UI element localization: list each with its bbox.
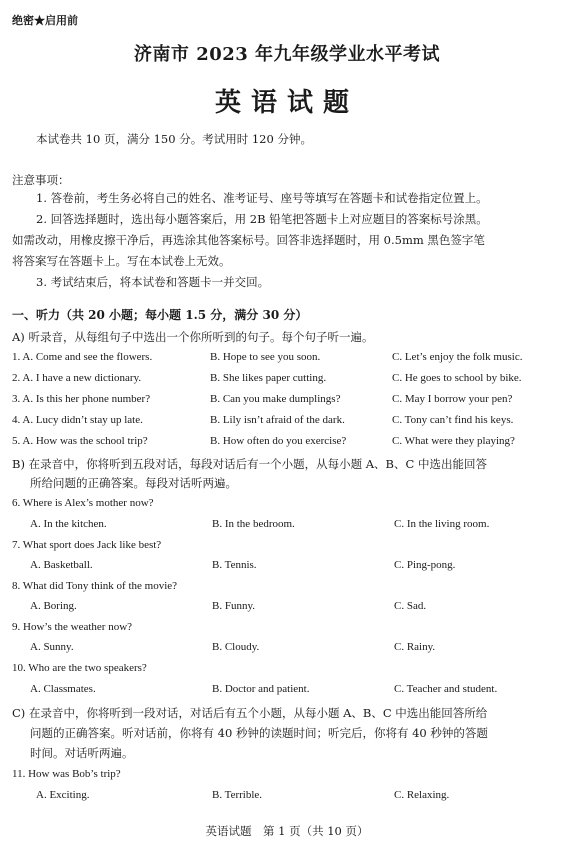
option-c: C. Let’s enjoy the folk music. [392,351,523,363]
option-c: C. Rainy. [394,641,436,653]
note-line: 2. 回答选择题时，选出每小题答案后，用 2B 铅笔把答题卡上对应题目的答案标号涂黑。 [36,212,488,226]
option-a: A. Boring. [30,600,77,612]
option-b: B. Lily isn’t afraid of the dark. [210,414,345,426]
note-line: 如需改动，用橡皮擦干净后，再选涂其他答案标号。回答非选择题时，用 0.5mm 黑色签字笔 [12,233,485,247]
part-c-instruction: C) 在录音中，你将听到一段对话，对话后有五个小题，从每小题 A、B、C 中选出能回答所给 [12,706,488,720]
option-c: C. Tony can’t find his keys. [392,414,514,426]
part-b-instruction: 所给问题的正确答案。每段对话听两遍。 [30,476,237,490]
part-b-instruction: B) 在录音中，你将听到五段对话，每段对话后有一个小题，从每小题 A、B、C 中选出能回答 [12,457,487,471]
option-b: B. Funny. [212,600,255,612]
subject-title: 英语试题 [214,88,359,118]
question: 10. Who are the two speakers? [12,662,147,674]
option-b: B. Doctor and patient. [212,683,310,695]
option-b: B. Terrible. [212,789,263,801]
option-c: C. Teacher and student. [394,683,498,695]
option-b: B. She likes paper cutting. [210,372,327,384]
question: 7. What sport does Jack like best? [12,539,162,551]
exam-intro: 本试卷共 10 页，满分 150 分。考试用时 120 分钟。 [36,132,312,146]
option-a: A. Basketball. [30,559,93,571]
option-c: C. Ping-pong. [394,559,456,571]
section-heading: 一、听力（共 20 小题；每小题 1.5 分，满分 30 分） [12,308,308,322]
option-a: A. Classmates. [30,683,96,695]
exam-title: 济南市 2023 年九年级学业水平考试 [133,44,441,65]
option-c: C. Relaxing. [394,789,450,801]
question: 11. How was Bob’s trip? [12,768,121,780]
option-b: B. Cloudy. [212,641,260,653]
question: 8. What did Tony think of the movie? [12,580,178,592]
option-c: C. May I borrow your pen? [392,393,513,405]
confidential-mark: 绝密★启用前 [12,14,78,27]
option-a: A. Exciting. [36,789,90,801]
part-c-instruction: 问题的正确答案。听对话前，你将有 40 秒钟的读题时间；听完后，你将有 40 秒钟的答题 [30,726,488,740]
option-b: B. How often do you exercise? [210,435,347,447]
question: 9. How’s the weather now? [12,621,133,633]
option-c: C. Sad. [394,600,427,612]
option-a: 3. A. Is this her phone number? [12,393,151,405]
question: 6. Where is Alex’s mother now? [12,497,154,509]
notes-heading: 注意事项： [12,173,70,187]
option-a: 5. A. How was the school trip? [12,435,148,447]
option-a: 1. A. Come and see the flowers. [12,351,153,363]
part-a-instruction: A) 听录音，从每组句子中选出一个你所听到的句子。每个句子听一遍。 [12,330,374,344]
option-a: A. In the kitchen. [30,518,107,530]
option-b: B. Hope to see you soon. [210,351,321,363]
note-line: 1. 答卷前，考生务必将自己的姓名、准考证号、座号等填写在答题卡和试卷指定位置上。 [36,191,488,205]
option-a: A. Sunny. [30,641,74,653]
part-c-instruction: 时间。对话听两遍。 [30,746,134,760]
option-a: 2. A. I have a new dictionary. [12,372,142,384]
option-b: B. Tennis. [212,559,257,571]
option-b: B. Can you make dumplings? [210,393,341,405]
option-c: C. In the living room. [394,518,490,530]
option-b: B. In the bedroom. [212,518,295,530]
note-line: 将答案写在答题卡上。写在本试卷上无效。 [12,254,231,268]
note-line: 3. 考试结束后，将本试卷和答题卡一并交回。 [36,275,270,289]
option-c: C. What were they playing? [392,435,515,447]
option-c: C. He goes to school by bike. [392,372,522,384]
option-a: 4. A. Lucy didn’t stay up late. [12,414,143,426]
page-footer: 英语试题 第 1 页（共 10 页） [205,824,369,838]
